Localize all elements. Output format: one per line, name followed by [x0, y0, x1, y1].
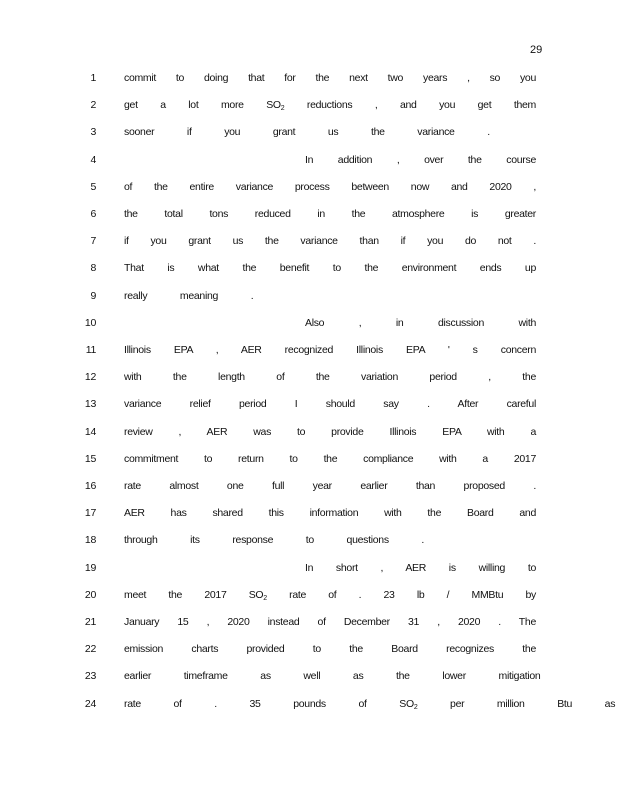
line-number: 3	[90, 126, 96, 139]
page-number: 29	[530, 44, 543, 56]
line-text: In short , AER is willing to	[305, 561, 536, 574]
transcript-line	[0, 235, 618, 251]
line-text-after-subscript: rate of . 23 lb / MMBtu by	[266, 588, 536, 601]
line-text: the total tons reduced in the atmosphere is greater	[124, 208, 536, 220]
line-number: 8	[90, 262, 96, 275]
line-text	[124, 589, 536, 602]
line-number: 16	[84, 480, 96, 492]
line-text: Illinois EPA , AER recognized Illinois EPA ' s concern	[124, 344, 536, 356]
line-text: In addition , over the course	[305, 153, 536, 166]
line-text: sooner if you grant us the variance .	[124, 126, 490, 139]
line-number: 5	[90, 180, 96, 193]
line-number: 15	[84, 452, 96, 465]
line-number: 9	[90, 289, 96, 302]
transcript-line	[0, 507, 618, 523]
line-text: rate almost one full year earlier than proposed .	[124, 480, 536, 492]
transcript-line	[0, 480, 618, 496]
line-text: January 15 , 2020 instead of December 31 , 2020 . The	[124, 616, 536, 628]
line-text	[124, 99, 536, 112]
transcript-line	[0, 126, 618, 142]
line-text: variance relief period I should say . After careful	[124, 398, 536, 411]
line-number: 20	[84, 588, 96, 601]
line-number: 12	[84, 371, 96, 384]
transcript-line	[0, 453, 618, 469]
transcript-line	[0, 262, 618, 278]
transcript-line	[0, 698, 618, 714]
line-number: 22	[84, 643, 96, 656]
line-text: with the length of the variation period , the	[124, 371, 536, 384]
transcript-line	[0, 643, 618, 659]
line-text-before-subscript: get a lot more SO	[124, 99, 281, 112]
transcript-line	[0, 290, 618, 306]
line-number: 13	[84, 398, 96, 411]
line-text: commit to doing that for the next two years , so you	[124, 72, 536, 84]
line-text-after-subscript: per million Btu as	[417, 697, 616, 710]
transcript-line	[0, 344, 618, 360]
line-text: if you grant us the variance than if you do not .	[124, 235, 536, 248]
line-text	[124, 697, 616, 711]
line-number: 24	[84, 697, 96, 710]
line-number: 10	[84, 316, 96, 329]
transcript-line	[0, 181, 618, 197]
line-text: That is what the benefit to the environment ends up	[124, 262, 536, 275]
line-number: 11	[85, 344, 96, 356]
line-number: 7	[90, 235, 96, 248]
line-number: 6	[90, 208, 96, 220]
line-text: Also , in discussion with	[305, 316, 536, 329]
line-number: 18	[84, 534, 96, 547]
line-number: 21	[84, 616, 96, 628]
line-number: 14	[84, 425, 96, 438]
transcript-line	[0, 562, 618, 578]
transcript-line	[0, 616, 618, 632]
transcript-line	[0, 99, 618, 115]
subscript: 2	[263, 594, 267, 602]
transcript-line	[0, 426, 618, 442]
line-text-after-subscript: reductions , and you get them	[284, 99, 536, 112]
transcript-line	[0, 208, 618, 224]
line-number: 2	[90, 99, 96, 112]
line-number: 4	[90, 153, 96, 166]
subscript: 2	[413, 703, 418, 711]
transcript-line	[0, 317, 618, 333]
transcript-line	[0, 534, 618, 550]
line-number: 23	[84, 670, 96, 683]
line-number: 19	[84, 561, 96, 574]
line-text: through its response to questions .	[124, 534, 425, 547]
transcript-line	[0, 589, 618, 605]
line-number: 1	[90, 72, 96, 84]
line-text: commitment to return to the compliance with a 2017	[124, 452, 536, 465]
line-number: 17	[84, 507, 96, 520]
line-text: review , AER was to provide Illinois EPA with a	[124, 425, 536, 438]
subscript: 2	[280, 105, 285, 113]
line-text-before-subscript: rate of . 35 pounds of SO	[124, 697, 414, 710]
line-text: AER has shared this information with the Board and	[124, 507, 536, 520]
line-text: really meaning .	[124, 289, 254, 302]
line-text: emission charts provided to the Board recognizes the	[124, 643, 536, 656]
line-text-before-subscript: meet the 2017 SO	[124, 588, 264, 601]
line-text: earlier timeframe as well as the lower mitigation	[124, 670, 541, 683]
transcript-line	[0, 371, 618, 387]
transcript-line	[0, 670, 618, 686]
line-text: of the entire variance process between now and 2020 ,	[124, 180, 536, 193]
transcript-line	[0, 154, 618, 170]
transcript-line	[0, 398, 618, 414]
transcript-line	[0, 72, 618, 88]
